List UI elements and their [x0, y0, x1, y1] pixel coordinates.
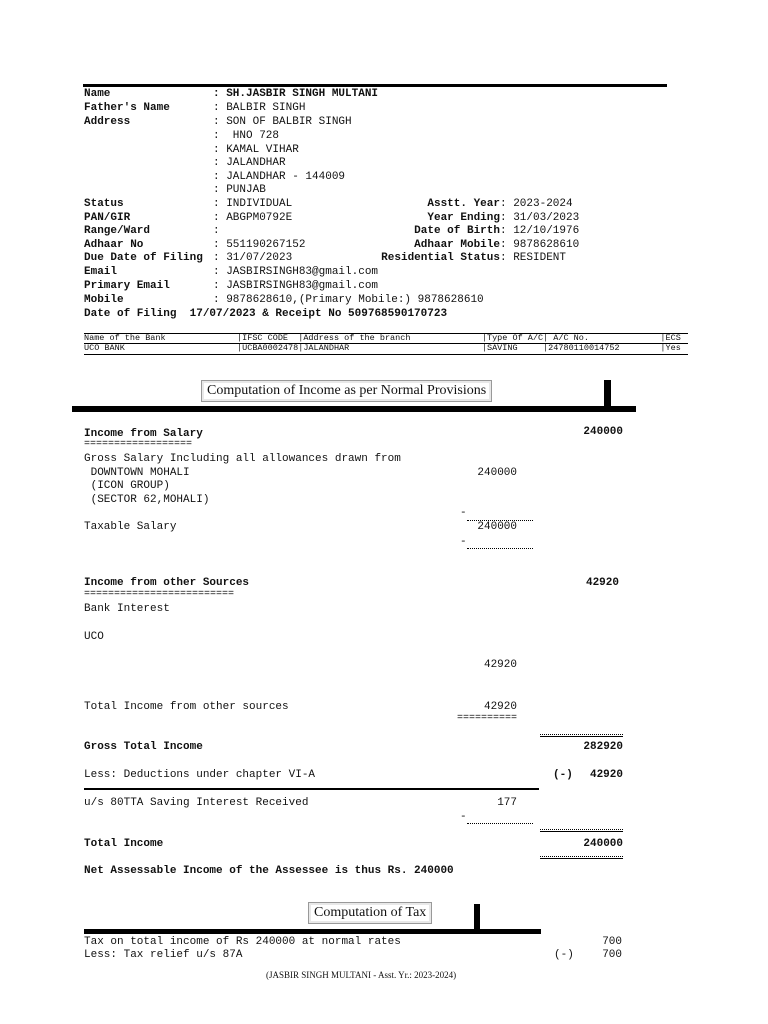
ay-value: : 2023-2024	[500, 198, 573, 210]
gti-top-rule	[540, 736, 623, 737]
deduction-label: Less: Deductions under chapter VI-A	[84, 769, 316, 781]
salary-rule: ==================	[84, 439, 193, 450]
total-income-bottom-rule	[540, 858, 623, 859]
mobile-label: Mobile	[84, 294, 124, 306]
uco-label: UCO	[84, 631, 104, 643]
address-line: : JALANDHAR	[213, 157, 286, 169]
mobile-value: : 9878628610,(Primary Mobile:) 9878628610	[213, 294, 484, 306]
total-other-label: Total Income from other sources	[84, 701, 289, 713]
residential-status-value: : RESIDENT	[500, 252, 567, 264]
other-rule: =========================	[84, 589, 235, 600]
total-other-rule: ==========	[456, 713, 517, 724]
tax-line2-amount: 700	[602, 949, 622, 961]
uco-amount: 42920	[483, 659, 517, 671]
dash: -	[460, 507, 467, 519]
page-footer: (JASBIR SINGH MULTANI - Asst. Yr.: 2023-2024)	[266, 970, 457, 980]
aadhaar-label: Adhaar No	[84, 239, 144, 251]
tax-header-shadow	[474, 904, 480, 930]
tax-title: Computation of Tax	[308, 902, 432, 924]
tax-line2-sign: (-)	[554, 949, 574, 961]
pan-label: PAN/GIR	[84, 212, 131, 224]
other-total: 42920	[585, 577, 619, 589]
name-label: Name	[84, 88, 111, 100]
employer-line: (SECTOR 62,MOHALI)	[84, 494, 210, 506]
taxable-salary-label: Taxable Salary	[84, 521, 177, 533]
tax-line1-label: Tax on total income of Rs 240000 at normal rates	[84, 936, 401, 948]
dotted-underline	[540, 734, 623, 735]
tax-line1-amount: 700	[602, 936, 622, 948]
gross-salary-amount: 240000	[477, 467, 517, 479]
employer-line: (ICON GROUP)	[84, 480, 170, 492]
email-value: : JASBIRSINGH83@gmail.com	[213, 266, 379, 278]
due-date-label: Due Date of Filing	[84, 252, 203, 264]
ay-label: Asstt. Year	[427, 198, 500, 210]
deduction-rule	[84, 788, 539, 790]
computation-title: Computation of Income as per Normal Provisions	[201, 380, 492, 402]
name-value: : SH.JASBIR SINGH MULTANI	[213, 88, 379, 100]
pan-value: : ABGPM0792E	[213, 212, 293, 224]
year-ending-label: Year Ending	[427, 212, 500, 224]
dob-label: Date of Birth	[414, 225, 500, 237]
status-value: : INDIVIDUAL	[213, 198, 293, 210]
address-line: : KAMAL VIHAR	[213, 144, 299, 156]
dotted-underline	[540, 856, 623, 857]
year-ending-value: : 31/03/2023	[500, 212, 580, 224]
gross-salary-desc: Gross Salary Including all allowances drawn from	[84, 453, 401, 465]
father-value: : BALBIR SINGH	[213, 102, 306, 114]
primary-email-value: : JASBIRSINGH83@gmail.com	[213, 280, 379, 292]
tax-header-rule	[84, 929, 541, 934]
dotted-underline	[467, 823, 533, 824]
bank-table-bottom-rule	[84, 354, 688, 355]
dob-value: : 12/10/1976	[500, 225, 580, 237]
dash: -	[460, 811, 467, 823]
bank-table-row: UCO BANK |UCBA0002478|JALANDHAR |SAVING |24780110014752 |Yes	[84, 344, 681, 353]
dash: -	[460, 536, 467, 548]
salary-head: Income from Salary	[84, 428, 203, 440]
computation-header-rule	[72, 406, 636, 412]
address-line: : HNO 728	[213, 130, 280, 142]
total-income-label: Total Income	[84, 838, 164, 850]
bank-interest-label: Bank Interest	[84, 603, 170, 615]
range-value: :	[213, 225, 220, 237]
employer-line: DOWNTOWN MOHALI	[84, 467, 190, 479]
father-label: Father's Name	[84, 102, 170, 114]
total-other-amount: 42920	[483, 701, 517, 713]
email-label: Email	[84, 266, 118, 278]
residential-status-label: Residential Status	[381, 252, 500, 264]
due-date-value: : 31/07/2023	[213, 252, 293, 264]
deduction-amount: 42920	[589, 769, 623, 781]
computation-header-shadow	[604, 380, 611, 408]
gti-label: Gross Total Income	[84, 741, 203, 753]
total-income-top-rule	[540, 831, 623, 832]
dotted-underline	[467, 548, 533, 549]
gti-amount: 282920	[583, 741, 623, 753]
top-rule	[83, 84, 667, 87]
deduction-sign: (-)	[553, 769, 573, 781]
salary-total: 240000	[583, 426, 623, 438]
tta-label: u/s 80TTA Saving Interest Received	[84, 797, 309, 809]
other-head: Income from other Sources	[84, 577, 250, 589]
address-line: : JALANDHAR - 144009	[213, 171, 346, 183]
address-label: Address	[84, 116, 131, 128]
aadhaar-mobile-value: : 9878628610	[500, 239, 580, 251]
tax-line2-label: Less: Tax relief u/s 87A	[84, 949, 243, 961]
tta-amount: 177	[497, 797, 517, 809]
filing-line: Date of Filing 17/07/2023 & Receipt No 509768590170723	[84, 308, 448, 320]
dotted-underline	[540, 829, 623, 830]
taxable-salary-amount: 240000	[477, 521, 517, 533]
address-line: : SON OF BALBIR SINGH	[213, 116, 352, 128]
range-label: Range/Ward	[84, 225, 151, 237]
net-assessable-line: Net Assessable Income of the Assessee is thus Rs. 240000	[84, 865, 454, 877]
total-income-amount: 240000	[583, 838, 623, 850]
aadhaar-value: : 551190267152	[213, 239, 306, 251]
primary-email-label: Primary Email	[84, 280, 170, 292]
status-label: Status	[84, 198, 124, 210]
aadhaar-mobile-label: Adhaar Mobile	[414, 239, 500, 251]
bank-table-header: Name of the Bank |IFSC CODE |Address of the branch |Type Of A/C| A/C No. |ECS	[84, 334, 681, 343]
address-line: : PUNJAB	[213, 184, 266, 196]
